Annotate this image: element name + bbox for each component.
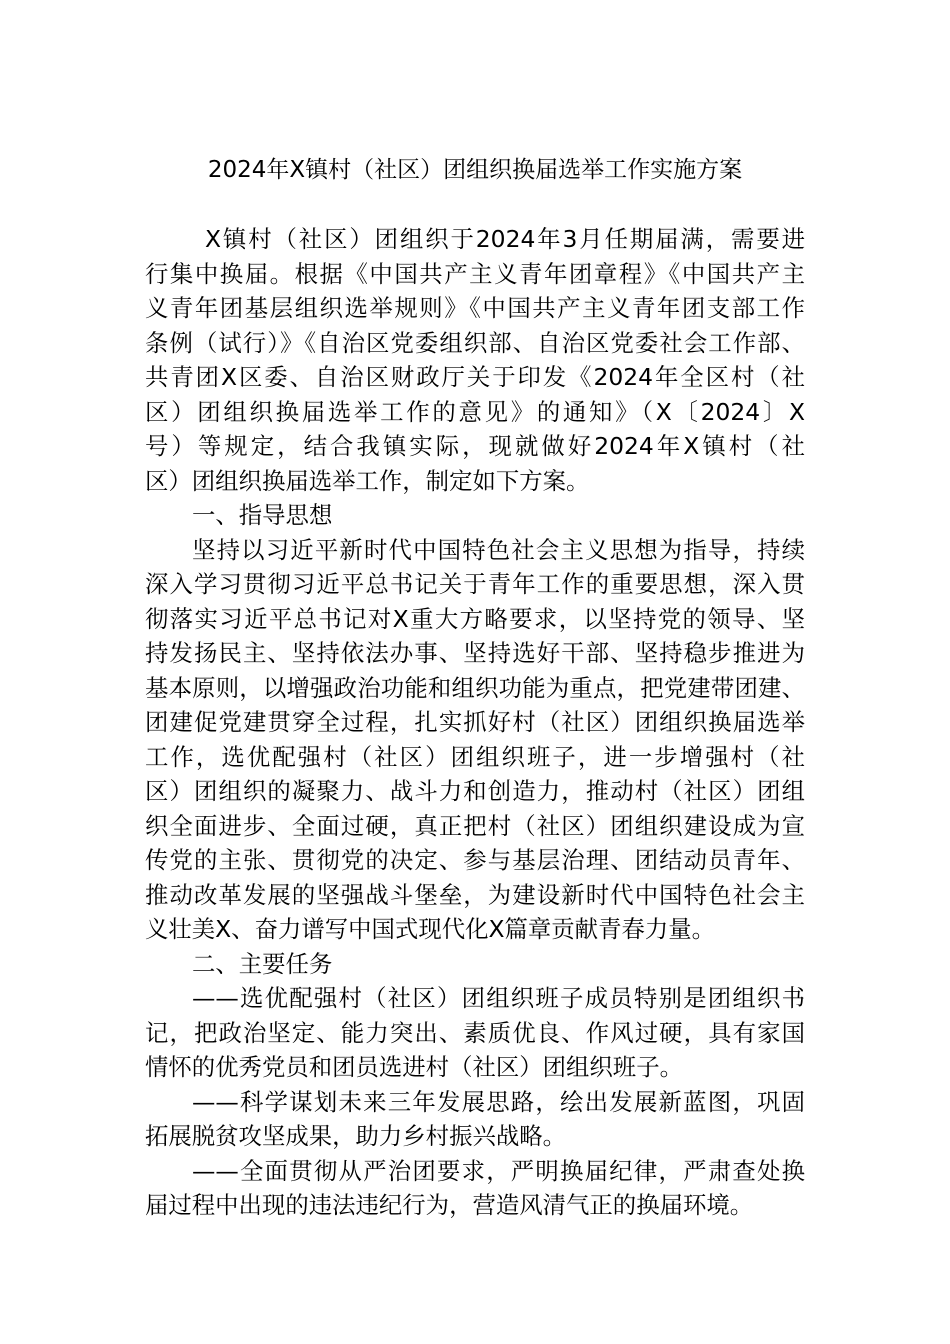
paragraph-line: 情怀的优秀党员和团员选进村（社区）团组织班子。 — [145, 1053, 683, 1081]
paragraph-line: 坚持以习近平新时代中国特色社会主义思想为指导，持续 — [192, 535, 805, 564]
paragraph-line: 织全面进步、全面过硬，真正把村（社区）团组织建设成为宣 — [145, 811, 805, 840]
paragraph-line: 传党的主张、贯彻党的决定、参与基层治理、团结动员青年、 — [145, 846, 805, 874]
paragraph-line: 团建促党建贯穿全过程，扎实抓好村（社区）团组织换届选举 — [145, 708, 805, 736]
document-title: 2024年X镇村（社区）团组织换届选举工作实施方案 — [207, 157, 743, 183]
section-heading: 二、主要任务 — [192, 949, 333, 978]
paragraph-line: 深入学习贯彻习近平总书记关于青年工作的重要思想，深入贯 — [145, 570, 805, 598]
paragraph-line: X镇村（社区）团组织于2024年3月任期届满，需要进 — [205, 225, 805, 253]
paragraph-line: 行集中换届。根据《中国共产主义青年团章程》《中国共产主 — [145, 259, 805, 288]
paragraph-line: ——选优配强村（社区）团组织班子成员特别是团组织书 — [192, 984, 805, 1012]
paragraph-line: 共青团X区委、自治区财政厅关于印发《2024年全区村（社 — [145, 363, 805, 391]
paragraph-line: 区）团组织换届选举工作，制定如下方案。 — [145, 466, 590, 495]
paragraph-line: 条例（试行）》《自治区党委组织部、自治区党委社会工作部、 — [145, 328, 805, 357]
paragraph-line: 区）团组织换届选举工作的意见》的通知》（X〔2024〕X — [145, 397, 805, 426]
paragraph-line: 区）团组织的凝聚力、战斗力和创造力，推动村（社区）团组 — [145, 777, 805, 805]
document-body — [145, 222, 805, 1223]
paragraph-line: ——科学谋划未来三年发展思路，绘出发展新蓝图，巩固 — [192, 1087, 805, 1116]
paragraph-line: ——全面贯彻从严治团要求，严明换届纪律，严肃查处换 — [192, 1156, 805, 1185]
section-heading: 一、指导思想 — [192, 501, 333, 529]
paragraph-line: 拓展脱贫攻坚成果，助力乡村振兴战略。 — [145, 1122, 567, 1150]
paragraph-line: 记，把政治坚定、能力突出、素质优良、作风过硬，具有家国 — [145, 1018, 805, 1047]
paragraph-line: 届过程中出现的违法违纪行为，营造风清气正的换届环境。 — [145, 1191, 754, 1219]
paragraph-line: 基本原则，以增强政治功能和组织功能为重点，把党建带团建、 — [145, 673, 805, 702]
paragraph-line: 义壮美X、奋力谱写中国式现代化X篇章贡献青春力量。 — [145, 915, 716, 943]
paragraph-line: 工作，选优配强村（社区）团组织班子，进一步增强村（社 — [145, 742, 805, 771]
paragraph-line: 号）等规定，结合我镇实际，现就做好2024年X镇村（社 — [145, 432, 805, 460]
paragraph-line: 义青年团基层组织选举规则》《中国共产主义青年团支部工作 — [145, 294, 805, 322]
paragraph-line: 推动改革发展的坚强战斗堡垒，为建设新时代中国特色社会主 — [145, 880, 805, 909]
paragraph-line: 彻落实习近平总书记对X重大方略要求，以坚持党的领导、坚 — [145, 604, 805, 633]
paragraph-line: 持发扬民主、坚持依法办事、坚持选好干部、坚持稳步推进为 — [145, 639, 805, 667]
